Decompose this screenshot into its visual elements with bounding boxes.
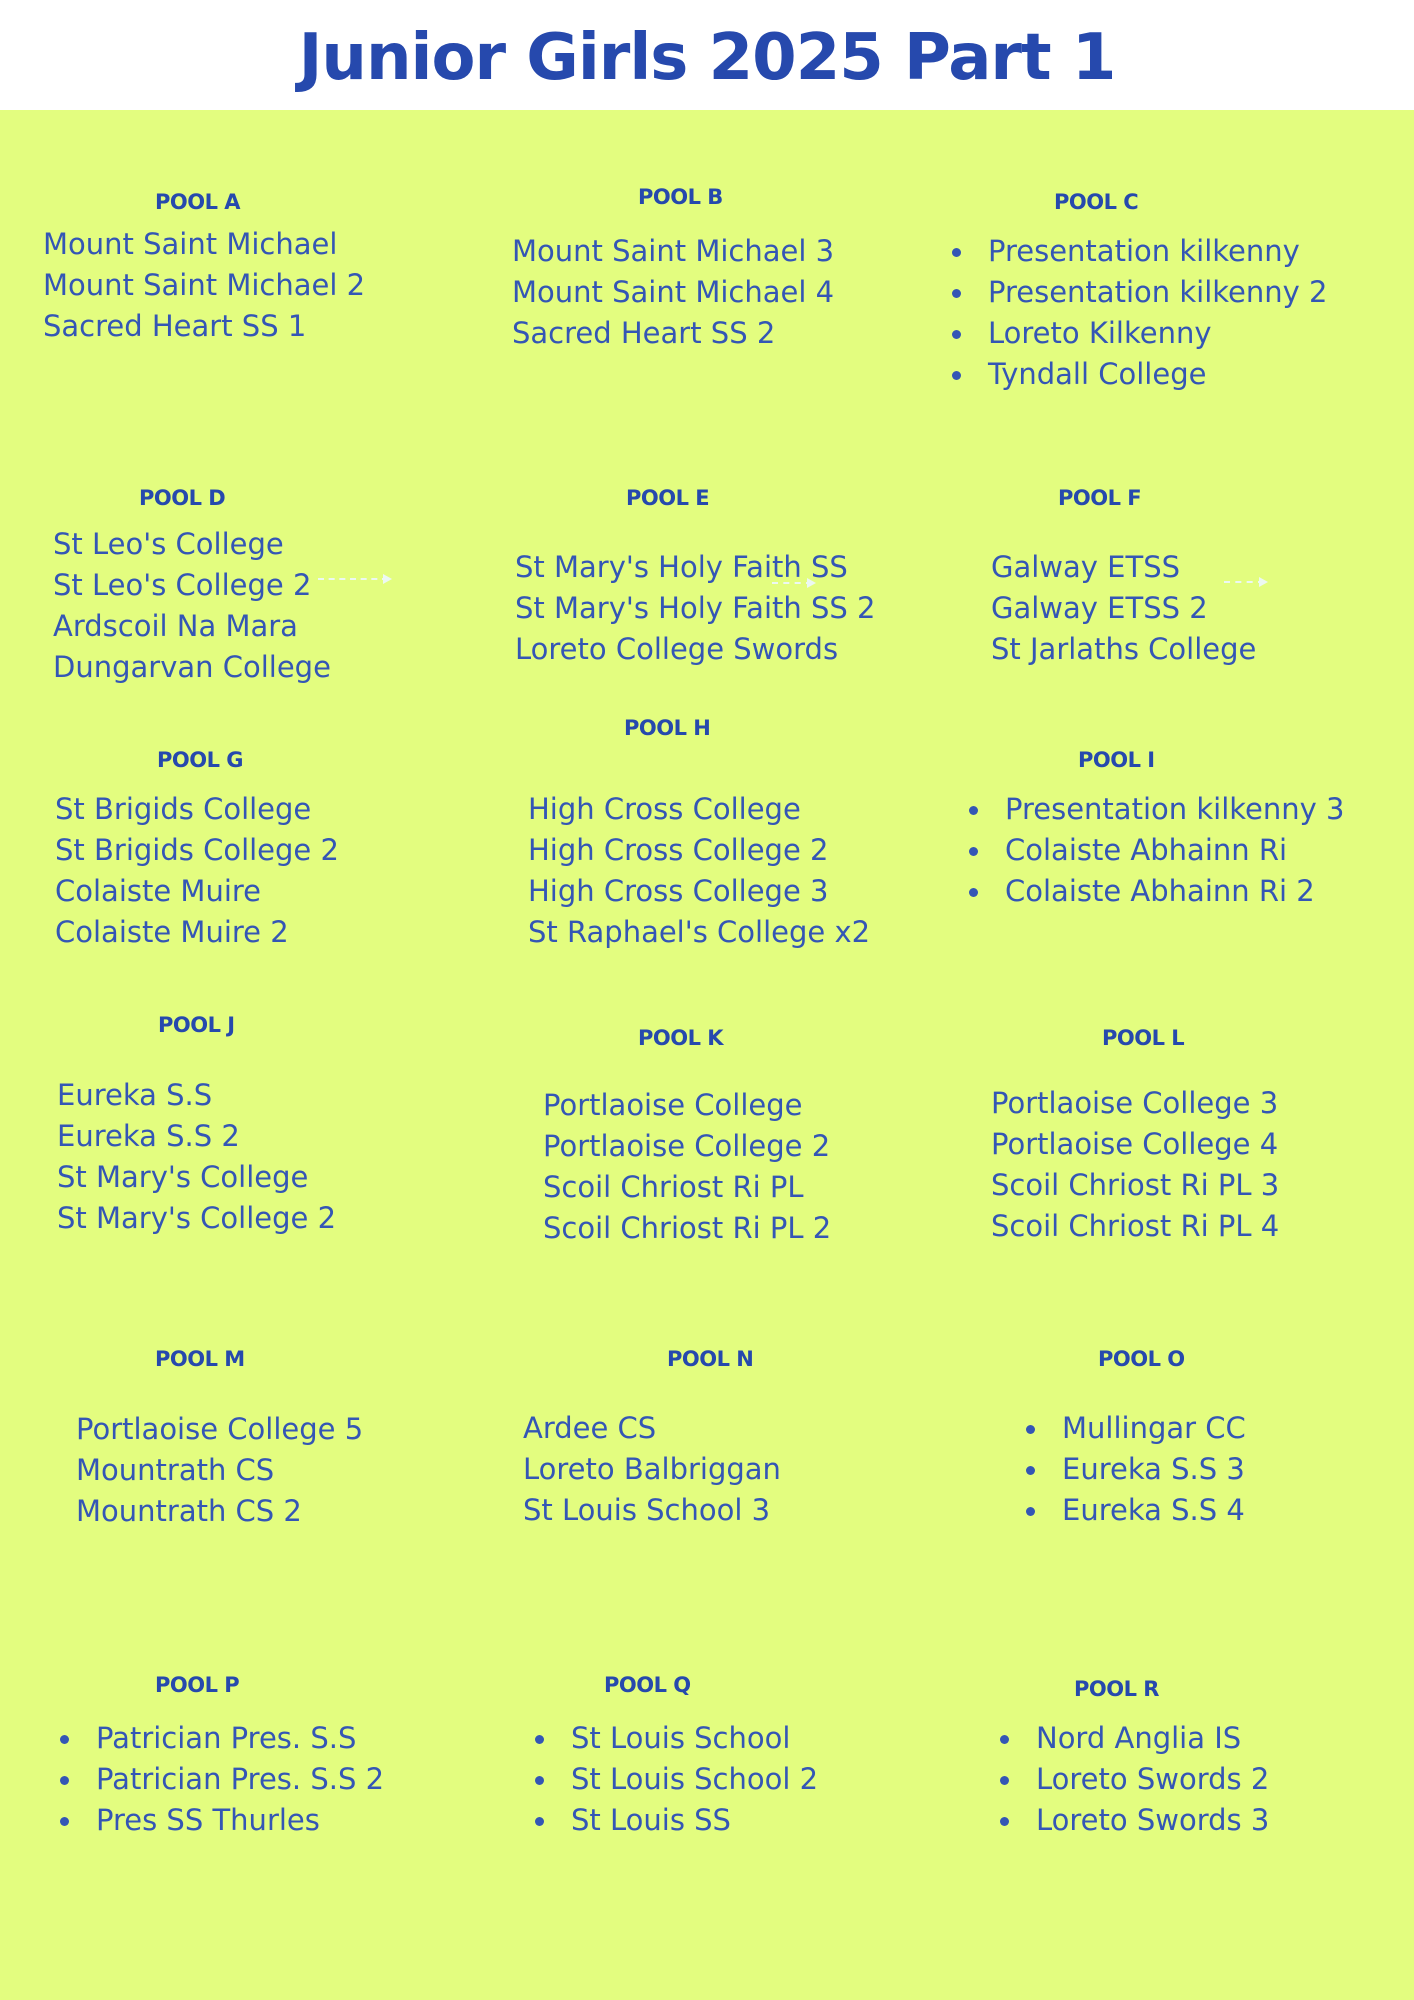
pool-title: POOL A (155, 190, 241, 214)
team-item: Eureka S.S (57, 1078, 213, 1112)
pool-title: POOL R (1074, 1677, 1159, 1701)
team-item: Presentation kilkenny 2 (950, 272, 1327, 313)
team-item: Nord Anglia IS (998, 1718, 1269, 1759)
team-item: St Louis SS (533, 1800, 818, 1841)
team-list (1024, 1408, 1246, 1531)
team-list (58, 1718, 384, 1841)
team-item: Colaiste Abhainn Ri (967, 830, 1344, 871)
team-item: Colaiste Muire 2 (55, 915, 289, 949)
pool-title: POOL C (1054, 190, 1139, 214)
team-item: Portlaoise College (543, 1088, 803, 1122)
pool-title: POOL Q (604, 1673, 691, 1697)
team-list (543, 1085, 831, 1249)
pool-title: POOL E (626, 486, 710, 510)
team-list (512, 231, 834, 354)
team-item: Mount Saint Michael (43, 227, 338, 261)
team-item: Galway ETSS 2 (991, 591, 1208, 625)
team-list (515, 547, 875, 670)
team-item: Scoil Chriost Ri PL 2 (543, 1211, 832, 1245)
team-item: Mountrath CS (76, 1453, 275, 1487)
team-item: Scoil Chriost Ri PL (543, 1170, 804, 1204)
team-item: Eureka S.S 4 (1024, 1490, 1246, 1531)
pool-title: POOL L (1102, 1026, 1185, 1050)
team-item: High Cross College 3 (528, 874, 829, 908)
pool-title: POOL B (638, 185, 723, 209)
team-item: Eureka S.S 3 (1024, 1449, 1246, 1490)
team-item: Portlaoise College 3 (991, 1086, 1279, 1120)
pool-title: POOL F (1058, 486, 1142, 510)
team-item: Sacred Heart SS 2 (512, 316, 776, 350)
team-item: Colaiste Muire (55, 874, 262, 908)
team-item: Loreto Swords 3 (998, 1800, 1269, 1841)
team-list (53, 524, 331, 688)
team-item: Mount Saint Michael 3 (512, 234, 835, 268)
team-list (991, 547, 1256, 670)
team-item: St Leo's College 2 (53, 568, 312, 602)
team-item: St Louis School (533, 1718, 818, 1759)
team-item: Loreto Balbriggan (523, 1452, 781, 1486)
team-item: St Louis School 2 (533, 1759, 818, 1800)
team-item: Portlaoise College 2 (543, 1129, 831, 1163)
team-item: Portlaoise College 5 (76, 1412, 364, 1446)
team-list (55, 789, 339, 953)
team-item: Loreto Swords 2 (998, 1759, 1269, 1800)
team-item: Ardscoil Na Mara (53, 609, 298, 643)
team-list (991, 1083, 1279, 1247)
pool-title: POOL G (157, 748, 244, 772)
pool-title: POOL I (1078, 748, 1155, 772)
pool-title: POOL H (624, 716, 711, 740)
team-item: Dungarvan College (53, 650, 331, 684)
team-item: Scoil Chriost Ri PL 3 (991, 1168, 1280, 1202)
team-item: St Brigids College 2 (55, 833, 339, 867)
team-item: Portlaoise College 4 (991, 1127, 1279, 1161)
team-item: Patrician Pres. S.S 2 (58, 1759, 384, 1800)
team-item: Ardee CS (523, 1411, 657, 1445)
team-item: Scoil Chriost Ri PL 4 (991, 1209, 1280, 1243)
team-item: Colaiste Abhainn Ri 2 (967, 871, 1344, 912)
page-title: Junior Girls 2025 Part 1 (298, 21, 1116, 95)
team-list (523, 1408, 781, 1531)
team-list (43, 224, 365, 347)
team-item: St Raphael's College x2 (528, 915, 871, 949)
team-item: St Leo's College (53, 527, 284, 561)
team-item: Loreto College Swords (515, 632, 839, 666)
team-item: St Brigids College (55, 792, 312, 826)
team-item: Galway ETSS (991, 550, 1181, 584)
team-list (528, 789, 870, 953)
team-item: St Mary's Holy Faith SS (515, 550, 848, 584)
pool-title: POOL D (139, 486, 226, 510)
pool-title: POOL O (1098, 1347, 1185, 1371)
team-item: St Mary's College 2 (57, 1201, 337, 1235)
team-item: Mountrath CS 2 (76, 1494, 302, 1528)
team-list (76, 1409, 363, 1532)
team-item: St Jarlaths College (991, 632, 1257, 666)
pool-title: POOL N (667, 1347, 754, 1371)
title-bar (0, 0, 1414, 110)
pool-title: POOL J (158, 1013, 235, 1037)
team-list (998, 1718, 1269, 1841)
team-item: Mount Saint Michael 4 (512, 275, 835, 309)
team-item: Sacred Heart SS 1 (43, 309, 307, 343)
team-list (57, 1075, 336, 1239)
team-item: Presentation kilkenny 3 (967, 789, 1344, 830)
pool-title: POOL K (638, 1026, 724, 1050)
team-list (967, 789, 1344, 912)
team-item: High Cross College (528, 792, 801, 826)
team-list (533, 1718, 818, 1841)
team-item: Loreto Kilkenny (950, 313, 1327, 354)
team-item: High Cross College 2 (528, 833, 829, 867)
team-item: Mount Saint Michael 2 (43, 268, 366, 302)
team-item: St Mary's Holy Faith SS 2 (515, 591, 876, 625)
team-item: Patrician Pres. S.S (58, 1718, 384, 1759)
team-item: St Louis School 3 (523, 1493, 771, 1527)
team-item: Tyndall College (950, 354, 1327, 395)
team-list (950, 231, 1327, 395)
team-item: St Mary's College (57, 1160, 309, 1194)
team-item: Presentation kilkenny (950, 231, 1327, 272)
team-item: Mullingar CC (1024, 1408, 1246, 1449)
team-item: Eureka S.S 2 (57, 1119, 240, 1153)
pool-title: POOL P (155, 1673, 240, 1697)
team-item: Pres SS Thurles (58, 1800, 384, 1841)
pool-title: POOL M (155, 1347, 245, 1371)
